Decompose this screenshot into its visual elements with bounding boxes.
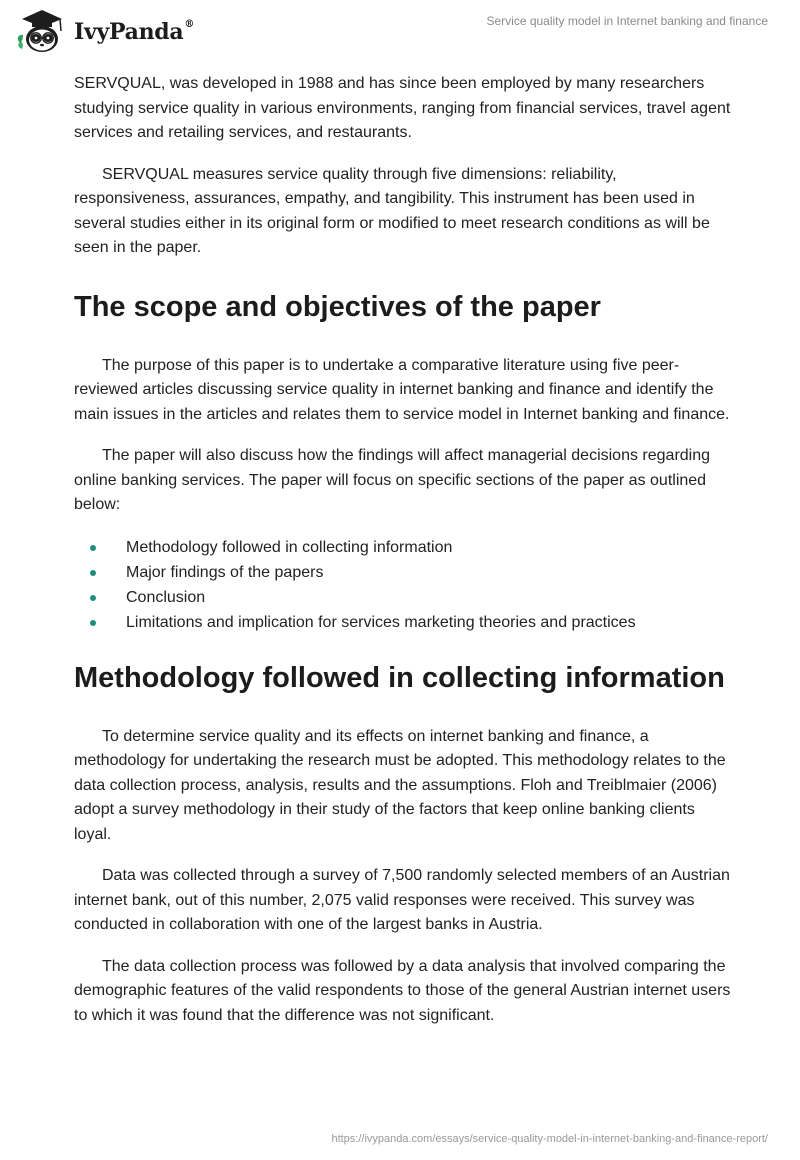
bullet-icon — [90, 620, 96, 626]
paragraph: The data collection process was followed by a data analysis that involved comparing the demographic features of the valid respondents to those of the general Austrian internet users to which it was found that the difference was not significant. — [74, 957, 731, 1024]
list-item: Conclusion — [74, 585, 734, 610]
document-title: Service quality model in Internet banking and finance — [486, 14, 768, 28]
panda-logo-icon — [14, 7, 70, 57]
bullet-icon — [90, 595, 96, 601]
list-item: Limitations and implication for services marketing theories and practices — [74, 610, 734, 635]
logo-text: IvyPanda® — [74, 19, 195, 45]
paragraph: The paper will also discuss how the findings will affect managerial decisions regarding online banking services. The paper will focus on specific sections of the paper as outlined below: — [74, 447, 711, 513]
paragraph: Data was collected through a survey of 7,500 randomly selected members of an Austrian internet bank, out of this number, 2,075 valid responses were received. This survey was conducted in collaboration with one of the largest banks in Austria. — [74, 867, 730, 933]
paragraph: The purpose of this paper is to undertake a comparative literature using five peer-reviewed articles discussing service quality in internet banking and finance and identify the main issues in the articles and relates them to service model in Internet banking and finance. — [74, 356, 730, 423]
bullet-icon — [90, 545, 96, 551]
list-item: Methodology followed in collecting information — [74, 535, 734, 560]
section-heading-scope: The scope and objectives of the paper — [74, 290, 601, 323]
section-heading-methodology: Methodology followed in collecting information — [74, 661, 725, 694]
source-url-link[interactable]: https://ivypanda.com/essays/service-quality-model-in-internet-banking-and-finance-report/ — [331, 1133, 768, 1145]
list-item: Major findings of the papers — [74, 560, 734, 585]
essay-content — [74, 72, 734, 1045]
logo[interactable] — [14, 7, 194, 57]
bullet-icon — [90, 570, 96, 576]
paragraph: SERVQUAL, was developed in 1988 and has since been employed by many researchers studying service quality in various environments, ranging from financial services, travel agent services and retailing services, and restaurants. — [74, 75, 731, 141]
outline-list — [74, 535, 734, 635]
paragraph: To determine service quality and its effects on internet banking and finance, a methodology for undertaking the research must be adopted. This methodology relates to the data collection process, analysis, results and the assumptions. Floh and Treiblmaier (2006) adopt a survey methodology in their study of the factors that keep online banking clients loyal. — [74, 727, 726, 843]
paragraph: SERVQUAL measures service quality through five dimensions: reliability, responsiveness, assurances, empathy, and tangibility. This instrument has been used in several studies either in its original form or modified to meet research conditions as will be seen in the paper. — [74, 165, 710, 256]
page-header — [0, 0, 800, 70]
